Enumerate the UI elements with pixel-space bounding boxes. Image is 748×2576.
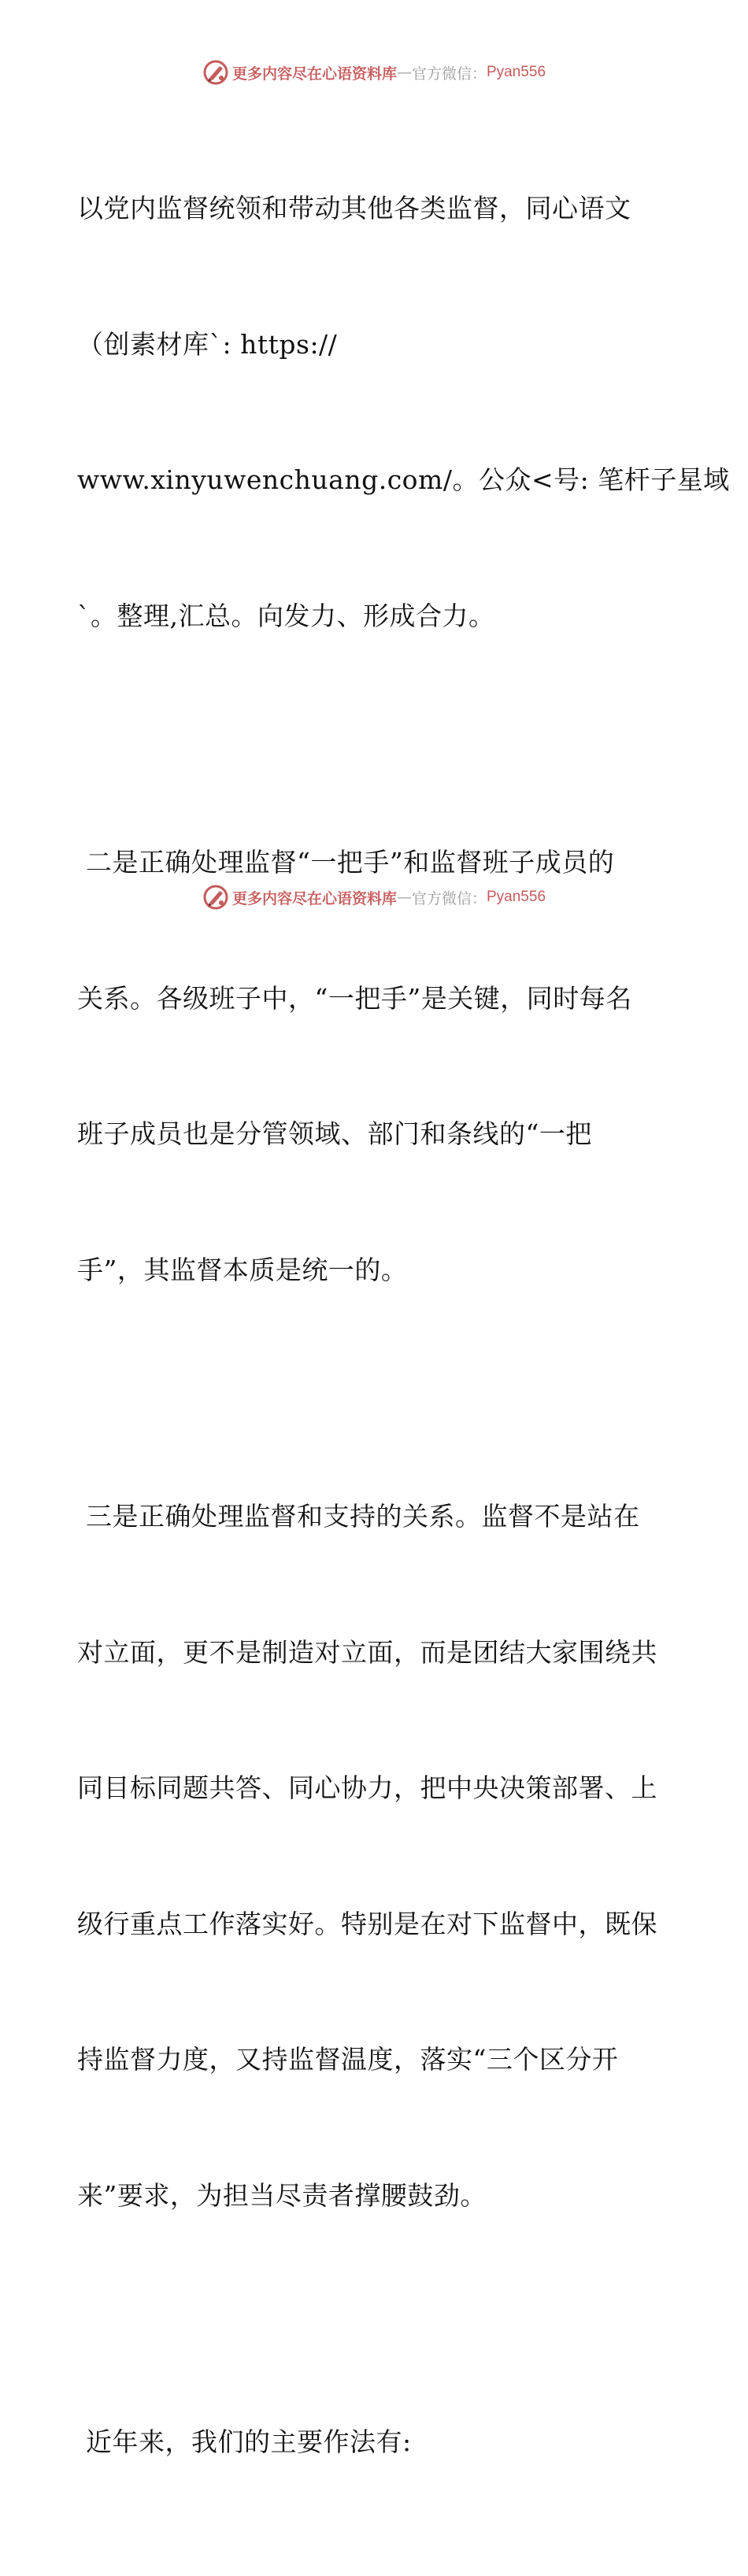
text-line: 同目标同题共答、同心协力，把中央决策部署、上 xyxy=(77,1772,657,1803)
text-line: 二是正确处理监督“一把手”和监督班子成员的 xyxy=(77,847,615,878)
banner-separator: — xyxy=(396,889,412,906)
paragraph-3 xyxy=(77,1403,676,2308)
text-line: 手”，其监督本质是统一的。 xyxy=(77,1254,408,1285)
header-banner xyxy=(0,57,748,88)
paragraph-4 xyxy=(77,2329,676,2556)
text-line: 持监督力度，又持监督温度，落实“三个区分开 xyxy=(77,2044,619,2075)
brand-logo-icon xyxy=(202,884,229,911)
text-line: 对立面，更不是制造对立面，而是团结大家围绕共 xyxy=(77,1636,657,1668)
document-body xyxy=(77,95,730,2576)
banner-wechat-label: 官方微信： xyxy=(411,65,487,83)
banner-wechat-id: Pyan556 xyxy=(487,889,546,905)
text-line: `。整理,汇总。向发力、形成合力。 xyxy=(77,600,495,631)
text-line: （创素材库`: https:// xyxy=(77,328,338,360)
banner-wechat-id: Pyan556 xyxy=(487,64,546,80)
text-line: 级行重点工作落实好。特别是在对下监督中，既保 xyxy=(77,1908,657,1939)
banner-separator: — xyxy=(396,64,412,81)
text-line: 来”要求，为担当尽责者撑腰鼓劲。 xyxy=(77,2179,487,2211)
banner-main-text: 更多内容尽在心语资料库 xyxy=(231,889,397,907)
paragraph-2 xyxy=(77,749,676,1383)
text-line: 班子成员也是分管领域、部门和条线的“一把 xyxy=(77,1118,592,1149)
footer-banner xyxy=(0,881,748,913)
paragraph-1 xyxy=(77,95,730,729)
banner-wechat-label: 官方微信： xyxy=(411,889,487,907)
text-line: www.xinyuwenchuang.com/。公众<号: 笔杆子星域 xyxy=(77,464,730,495)
brand-logo-icon xyxy=(202,59,229,86)
text-line: 以党内监督统领和带动其他各类监督，同心语文 xyxy=(77,193,631,224)
text-line: 近年来，我们的主要作法有: xyxy=(77,2426,412,2457)
banner-main-text: 更多内容尽在心语资料库 xyxy=(231,65,397,83)
text-line: 三是正确处理监督和支持的关系。监督不是站在 xyxy=(77,1501,640,1532)
text-line: 关系。各级班子中，“一把手”是关键，同时每名 xyxy=(77,982,632,1014)
